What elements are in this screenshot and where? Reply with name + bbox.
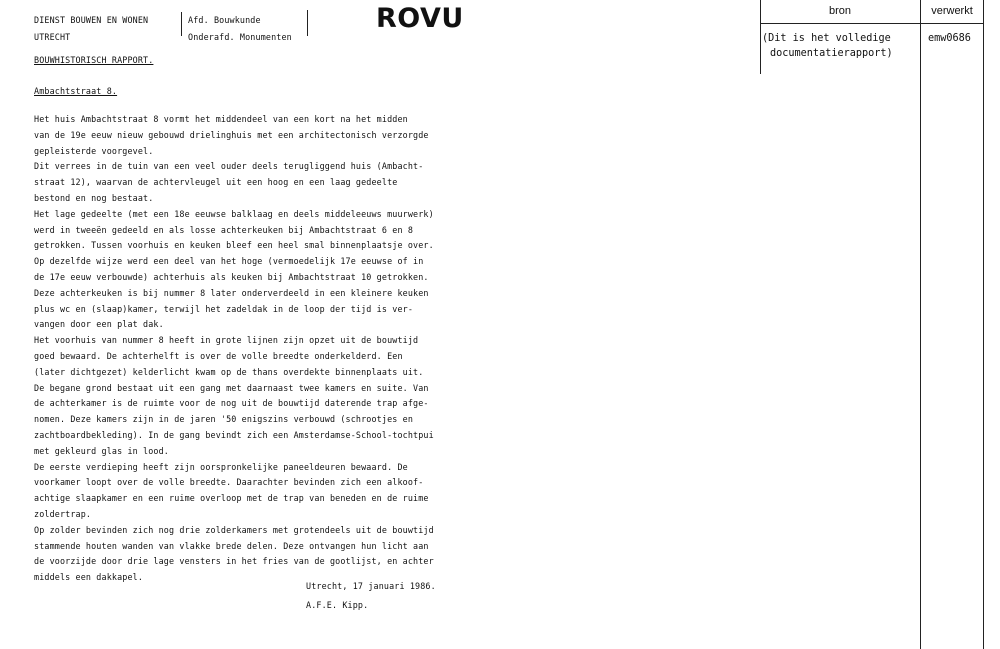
body-line: de voorzijde door drie lage vensters in het fries van de gootlijst, en achter <box>34 556 434 567</box>
body-line: goed bewaard. De achterhelft is over de volle breedte onderkelderd. Een <box>34 350 403 361</box>
body-line: de achterkamer is de ruimte voor de nog uit de bouwtijd daterende trap afge- <box>34 398 429 409</box>
column-header-bron: bron <box>828 5 852 17</box>
body-line: De begane grond bestaat uit een gang met daarnaast twee kamers en suite. Van <box>34 382 429 393</box>
report-body <box>34 112 454 586</box>
body-line: Het lage gedeelte (met een 18e eeuwse balklaag en deels middeleeuws muurwerk) <box>34 208 434 219</box>
body-line: Het huis Ambachtstraat 8 vormt het middendeel van een kort na het midden <box>34 114 408 124</box>
body-line: getrokken. Tussen voorhuis en keuken bleef een heel smal binnenplaatsje over. <box>34 240 434 251</box>
body-line: De eerste verdieping heeft zijn oorspronkelijke paneeldeuren bewaard. De <box>34 461 408 472</box>
verwerkt-cell: emw0686 <box>928 33 971 44</box>
body-line: zoldertrap. <box>34 508 92 519</box>
body-line: werd in tweeën gedeeld en als losse achterkeuken bij Ambachtstraat 6 en 8 <box>34 224 414 235</box>
bron-cell <box>762 31 920 61</box>
department-block <box>188 12 292 46</box>
body-line: middels een dakkapel. <box>34 572 144 583</box>
body-line: voorkamer loopt over de volle breedte. Daarachter bevinden zich een alkoof- <box>34 477 424 488</box>
subdepartment-name: Onderafd. Monumenten <box>188 32 292 42</box>
header-divider-right <box>307 10 308 36</box>
body-line: Op dezelfde wijze werd een deel van het hoge (vermoedelijk 17e eeuwse of in <box>34 256 424 267</box>
report-title: BOUWHISTORISCH RAPPORT. <box>34 55 154 65</box>
table-border-right <box>983 0 984 649</box>
body-line: Het voorhuis van nummer 8 heeft in grote lijnen zijn opzet uit de bouwtijd <box>34 335 419 346</box>
body-line: met gekleurd glas in lood. <box>34 445 169 456</box>
department-name: Afd. Bouwkunde <box>188 15 261 25</box>
body-line: plus wc en (slaap)kamer, terwijl het zadeldak in de loop der tijd is ver- <box>34 303 414 314</box>
signature-author: A.F.E. Kipp. <box>306 600 369 610</box>
header-divider-left <box>181 12 182 36</box>
organization-block <box>34 12 148 46</box>
body-line: stammende houten wanden van vlakke brede delen. Deze ontvangen hun licht aan <box>34 540 429 551</box>
body-line: nomen. Deze kamers zijn in de jaren '50 enigszins verbouwd (schrootjes en <box>34 414 414 425</box>
body-line: bestond en nog bestaat. <box>34 192 154 203</box>
body-line: Deze achterkeuken is bij nummer 8 later onderverdeeld in een kleinere keuken <box>34 287 429 298</box>
body-line: Op zolder bevinden zich nog drie zolderkamers met grotendeels uit de bouwtijd <box>34 524 434 535</box>
signature-date: Utrecht, 17 januari 1986. <box>306 581 436 591</box>
body-line: Dit verrees in de tuin van een veel ouder deels terugliggend huis (Ambacht- <box>34 161 424 172</box>
organization-name: DIENST BOUWEN EN WONEN <box>34 15 149 25</box>
table-column-divider <box>920 0 921 649</box>
bron-line: documentatierapport) <box>770 48 893 59</box>
body-line: vangen door een plat dak. <box>34 319 164 330</box>
body-line: zachtboardbekleding). In de gang bevindt zich een Amsterdamse-School-tochtpui <box>34 429 434 440</box>
signature-block <box>306 577 436 615</box>
body-line: gepleisterde voorgevel. <box>34 145 154 156</box>
body-line: (later dichtgezet) kelderlicht kwam op de thans overdekte binnenplaats uit. <box>34 366 424 377</box>
bron-line: (Dit is het volledige <box>762 33 891 44</box>
body-line: straat 12), waarvan de achtervleugel uit een hoog en een laag gedeelte <box>34 177 398 188</box>
address-heading: Ambachtstraat 8. <box>34 86 118 96</box>
column-header-verwerkt: verwerkt <box>931 5 973 17</box>
body-line: de 17e eeuw verbouwde) achterhuis als keuken bij Ambachtstraat 10 getrokken. <box>34 271 429 282</box>
organization-city: UTRECHT <box>34 32 71 42</box>
body-line: van de 19e eeuw nieuw gebouwd drielinghuis met een architectonisch verzorgde <box>34 129 429 140</box>
rovu-logo: ROVU <box>376 3 464 34</box>
table-header-rule <box>760 23 984 24</box>
body-line: achtige slaapkamer en een ruime overloop met de trap van beneden en de ruime <box>34 493 429 504</box>
